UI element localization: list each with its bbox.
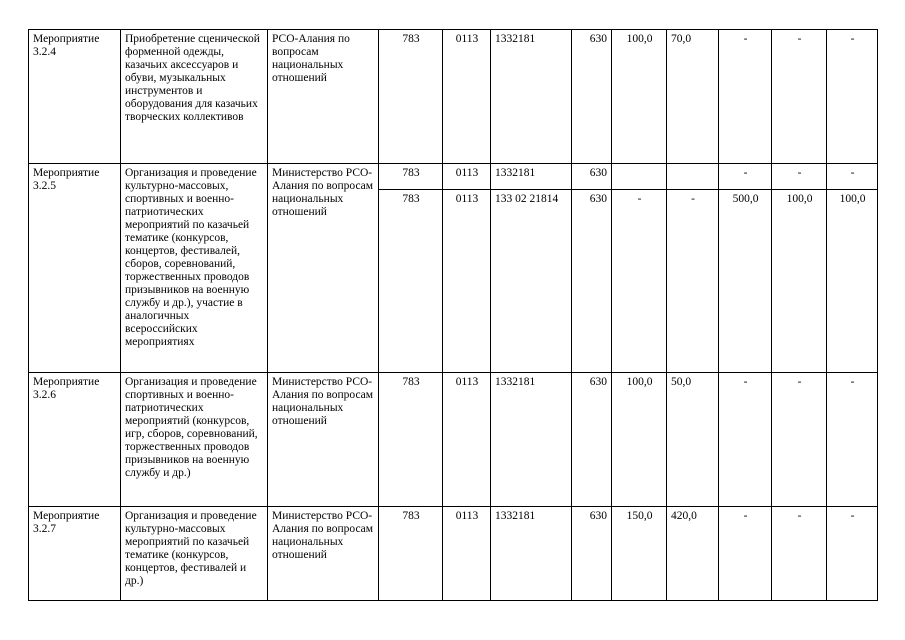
budget-table (28, 29, 878, 601)
csr-cell: 133 02 21814 (491, 190, 572, 373)
grbs-cell: 783 (379, 164, 443, 190)
grbs-cell: 783 (379, 190, 443, 373)
year1-value: 100,0 (612, 373, 667, 507)
year1-value: 100,0 (612, 30, 667, 164)
table-row (29, 164, 878, 190)
measure-description: Организация и проведение культурно-массовых мероприятий по казачьей тематике (конкурсов, концертов, фестивалей и др.) (121, 507, 268, 601)
year5-value: - (827, 164, 878, 190)
year1-value: - (612, 190, 667, 373)
year2-value: 70,0 (667, 30, 719, 164)
year4-value: - (772, 30, 827, 164)
table-row (29, 373, 878, 507)
csr-cell: 1332181 (491, 373, 572, 507)
year4-value: - (772, 164, 827, 190)
year3-value: - (719, 507, 772, 601)
responsible-org: Министерство РСО-Алания по вопросам национальных отношений (268, 164, 379, 373)
rzpr-cell: 0113 (443, 164, 491, 190)
vr-cell: 630 (572, 373, 612, 507)
vr-cell: 630 (572, 164, 612, 190)
year5-value: - (827, 507, 878, 601)
year2-value: - (667, 190, 719, 373)
year4-value: - (772, 373, 827, 507)
rzpr-cell: 0113 (443, 190, 491, 373)
responsible-org: Министерство РСО-Алания по вопросам национальных отношений (268, 507, 379, 601)
measure-id: Мероприятие 3.2.7 (29, 507, 121, 601)
year2-value (667, 164, 719, 190)
vr-cell: 630 (572, 30, 612, 164)
measure-description: Организация и проведение спортивных и военно-патриотических мероприятий (конкурсов, игр, сборов, соревнований, торжественных проводов призывников на военную службу и др.) (121, 373, 268, 507)
year3-value: - (719, 164, 772, 190)
table-row (29, 507, 878, 601)
csr-cell: 1332181 (491, 507, 572, 601)
csr-cell: 1332181 (491, 30, 572, 164)
year1-value (612, 164, 667, 190)
year3-value: 500,0 (719, 190, 772, 373)
rzpr-cell: 0113 (443, 373, 491, 507)
grbs-cell: 783 (379, 30, 443, 164)
year3-value: - (719, 373, 772, 507)
csr-cell: 1332181 (491, 164, 572, 190)
measure-id: Мероприятие 3.2.4 (29, 30, 121, 164)
table-row (29, 30, 878, 164)
rzpr-cell: 0113 (443, 30, 491, 164)
measure-description: Организация и проведение культурно-массовых, спортивных и военно-патриотических мероприятий по казачьей тематике (конкурсов, концертов, фестивалей, сборов, соревнований, торжественных проводов призывников на военную службу и др.), участие в аналогичных всероссийских мероприятиях (121, 164, 268, 373)
vr-cell: 630 (572, 190, 612, 373)
year4-value: - (772, 507, 827, 601)
responsible-org: РСО-Алания по вопросам национальных отношений (268, 30, 379, 164)
year2-value: 420,0 (667, 507, 719, 601)
measure-description: Приобретение сценической форменной одежды, казачьих аксессуаров и обуви, музыкальных инструментов и оборудования для казачьих творческих коллективов (121, 30, 268, 164)
vr-cell: 630 (572, 507, 612, 601)
year5-value: - (827, 30, 878, 164)
year1-value: 150,0 (612, 507, 667, 601)
measure-id: Мероприятие 3.2.6 (29, 373, 121, 507)
year4-value: 100,0 (772, 190, 827, 373)
year5-value: 100,0 (827, 190, 878, 373)
grbs-cell: 783 (379, 507, 443, 601)
grbs-cell: 783 (379, 373, 443, 507)
measure-id: Мероприятие 3.2.5 (29, 164, 121, 373)
rzpr-cell: 0113 (443, 507, 491, 601)
year2-value: 50,0 (667, 373, 719, 507)
year5-value: - (827, 373, 878, 507)
responsible-org: Министерство РСО-Алания по вопросам национальных отношений (268, 373, 379, 507)
year3-value: - (719, 30, 772, 164)
